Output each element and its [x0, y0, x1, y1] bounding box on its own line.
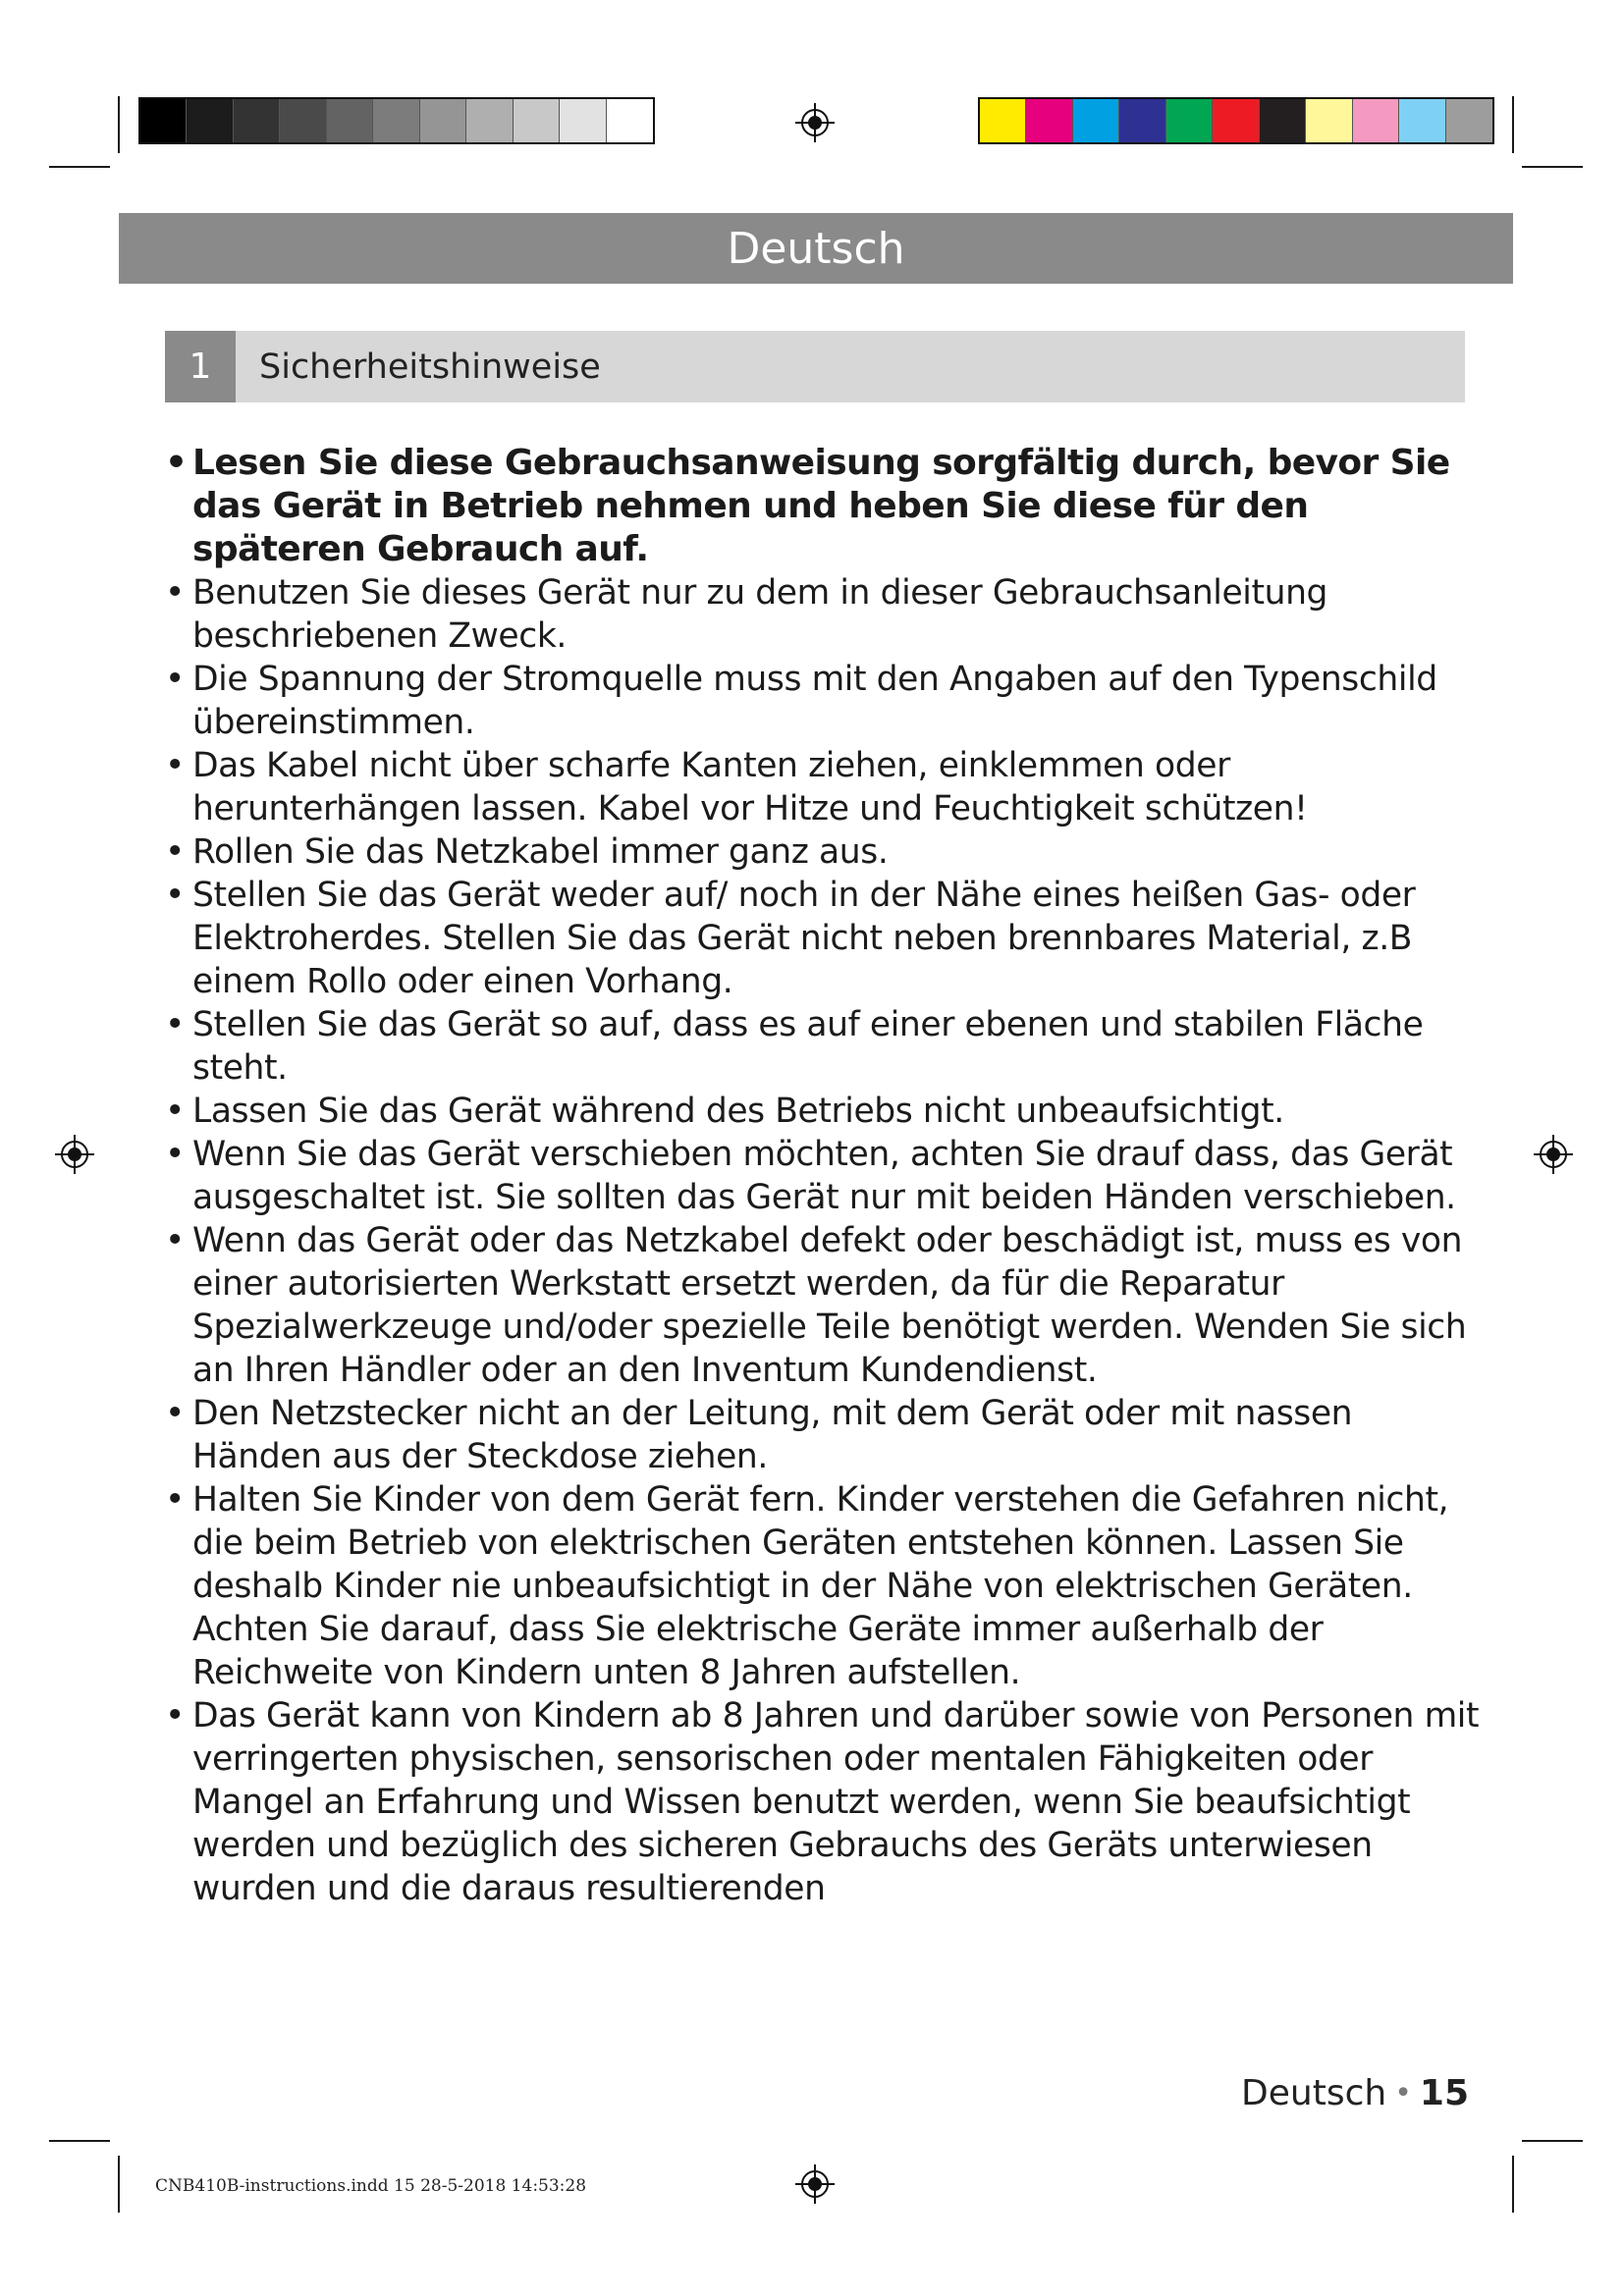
list-item: • Stellen Sie das Gerät weder auf/ noch in der Nähe eines heißen Gas- oder Elektroherdes. Stellen Sie das Gerät nicht neben brennbares Material, z.B einem Rollo oder einen Vorhang.: [165, 874, 1481, 1003]
grayscale-swatch: [140, 99, 187, 142]
list-item: • Die Spannung der Stromquelle muss mit den Angaben auf den Typenschild übereinstimmen.: [165, 658, 1481, 744]
section-heading: [165, 331, 1465, 402]
process-color-swatch: [1306, 99, 1352, 142]
page-number: 15: [1419, 2073, 1469, 2113]
process-color-swatch: [1399, 99, 1445, 142]
list-item: • Halten Sie Kinder von dem Gerät fern. Kinder verstehen die Gefahren nicht, die beim Betrieb von elektrischen Geräten entstehen können. Lassen Sie deshalb Kinder nie unbeaufsichtigt in der Nähe von elektrischen Geräten. Achten Sie darauf, dass Sie elektrische Geräte immer außerhalb der Reichweite von Kindern unten 8 Jahren aufstellen.: [165, 1478, 1481, 1694]
process-color-swatch: [1119, 99, 1165, 142]
language-header-label: Deutsch: [727, 223, 905, 274]
grayscale-swatch: [373, 99, 419, 142]
grayscale-swatch: [234, 99, 280, 142]
process-color-bar: [978, 97, 1494, 144]
footer-separator: •: [1394, 2076, 1412, 2110]
crop-mark-top-right-vertical: [1512, 96, 1514, 153]
crop-mark-top-right-horizontal: [1522, 166, 1583, 168]
registration-mark-bottom-icon: [795, 2164, 835, 2204]
process-color-swatch: [1166, 99, 1213, 142]
registration-mark-top-icon: [795, 103, 835, 142]
registration-mark-left-icon: [55, 1135, 94, 1174]
list-item: • Wenn Sie das Gerät verschieben möchten, achten Sie drauf dass, das Gerät ausgeschaltet ist. Sie sollten das Gerät nur mit beiden Händen verschieben.: [165, 1133, 1481, 1219]
process-color-swatch: [1353, 99, 1399, 142]
list-item: • Lesen Sie diese Gebrauchsanweisung sorgfältig durch, bevor Sie das Gerät in Betrieb nehmen und heben Sie diese für den späteren Gebrauch auf.: [165, 442, 1481, 571]
section-title: Sicherheitshinweise: [259, 347, 601, 387]
crop-mark-bottom-right-vertical: [1512, 2156, 1514, 2213]
process-color-swatch: [1213, 99, 1259, 142]
crop-mark-bottom-left-vertical: [118, 2156, 120, 2213]
list-item: • Das Kabel nicht über scharfe Kanten ziehen, einklemmen oder herunterhängen lassen. Kabel vor Hitze und Feuchtigkeit schützen!: [165, 744, 1481, 830]
grayscale-swatch: [187, 99, 233, 142]
list-item: • Wenn das Gerät oder das Netzkabel defekt oder beschädigt ist, muss es von einer autorisierten Werkstatt ersetzt werden, da für die Reparatur Spezialwerkzeuge und/oder spezielle Teile benötigt werden. Wenden Sie sich an Ihren Händler oder an den Inventum Kundendienst.: [165, 1219, 1481, 1392]
footer-language: Deutsch: [1241, 2073, 1387, 2113]
process-color-swatch: [1446, 99, 1492, 142]
language-header: [119, 213, 1513, 284]
list-item: • Den Netzstecker nicht an der Leitung, mit dem Gerät oder mit nassen Händen aus der Steckdose ziehen.: [165, 1392, 1481, 1478]
crop-mark-top-left-vertical: [118, 96, 120, 153]
section-number: 1: [165, 331, 236, 402]
grayscale-swatch: [466, 99, 513, 142]
grayscale-swatch: [514, 99, 560, 142]
grayscale-color-bar: [138, 97, 655, 144]
grayscale-swatch: [607, 99, 653, 142]
process-color-swatch: [1026, 99, 1072, 142]
page-footer: [1241, 2073, 1469, 2113]
process-color-swatch: [980, 99, 1026, 142]
registration-mark-right-icon: [1534, 1135, 1573, 1174]
list-item: • Stellen Sie das Gerät so auf, dass es auf einer ebenen und stabilen Fläche steht.: [165, 1003, 1481, 1090]
crop-mark-top-left-horizontal: [49, 166, 110, 168]
crop-mark-bottom-right-horizontal: [1522, 2140, 1583, 2142]
safety-instructions-list: [165, 442, 1481, 1910]
process-color-swatch: [1073, 99, 1119, 142]
list-item: • Rollen Sie das Netzkabel immer ganz aus.: [165, 830, 1481, 874]
list-item: • Lassen Sie das Gerät während des Betriebs nicht unbeaufsichtigt.: [165, 1090, 1481, 1133]
grayscale-swatch: [420, 99, 466, 142]
print-slug: CNB410B-instructions.indd 15 28-5-2018 14:53:28: [155, 2176, 587, 2196]
process-color-swatch: [1260, 99, 1306, 142]
list-item: • Das Gerät kann von Kindern ab 8 Jahren und darüber sowie von Personen mit verringerten physischen, sensorischen oder mentalen Fähigkeiten oder Mangel an Erfahrung und Wissen benutzt werden, wenn Sie beaufsichtigt werden und bezüglich des sicheren Gebrauchs des Geräts unterwiesen wurden und die daraus resultierenden: [165, 1694, 1481, 1910]
list-item: • Benutzen Sie dieses Gerät nur zu dem in dieser Gebrauchsanleitung beschriebenen Zweck.: [165, 571, 1481, 658]
grayscale-swatch: [560, 99, 606, 142]
grayscale-swatch: [280, 99, 326, 142]
grayscale-swatch: [327, 99, 373, 142]
crop-mark-bottom-left-horizontal: [49, 2140, 110, 2142]
